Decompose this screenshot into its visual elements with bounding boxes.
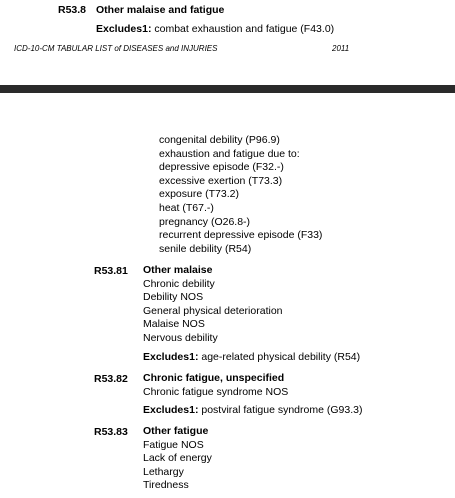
- excludes-text: age-related physical debility (R54): [201, 351, 361, 363]
- continued-list: [159, 134, 322, 256]
- list-item: depressive episode (F32.-): [159, 161, 284, 174]
- list-item: exhaustion and fatigue due to:: [159, 147, 300, 160]
- list-item: recurrent depressive episode (F33): [159, 229, 323, 242]
- top-excludes-label: Excludes1:: [96, 23, 152, 35]
- list-item: senile debility (R54): [159, 242, 252, 255]
- excludes-text: postviral fatigue syndrome (G93.3): [201, 404, 363, 416]
- excludes-label: Excludes1:: [143, 351, 199, 363]
- page-divider: [0, 85, 455, 93]
- top-excludes: [96, 23, 334, 36]
- excludes-r53-81: [143, 351, 360, 364]
- entry-r53-83: [143, 425, 212, 493]
- list-item: Lack of energy: [143, 452, 212, 465]
- entry-code-r53-81: R53.81: [94, 265, 128, 277]
- list-item: pregnancy (O26.8-): [159, 215, 251, 228]
- list-item: Lethargy: [143, 465, 184, 478]
- top-entry-title: Other malaise and fatigue: [96, 4, 225, 16]
- footer-title: ICD-10-CM TABULAR LIST of DISEASES and INJURIES: [14, 44, 218, 53]
- entry-title: Chronic fatigue, unspecified: [143, 372, 285, 384]
- list-item: Tiredness: [143, 479, 189, 492]
- list-item: General physical deterioration: [143, 304, 283, 317]
- excludes-r53-82: [143, 404, 362, 417]
- entry-r53-82: [143, 372, 288, 399]
- excludes-label: Excludes1:: [143, 404, 199, 416]
- entry-title: Other fatigue: [143, 425, 209, 437]
- list-item: Fatigue NOS: [143, 438, 204, 451]
- list-item: heat (T67.-): [159, 201, 214, 214]
- list-item: Malaise NOS: [143, 318, 205, 331]
- list-item: Nervous debility: [143, 331, 218, 344]
- footer-year: 2011: [332, 44, 350, 53]
- entry-code-r53-83: R53.83: [94, 426, 128, 438]
- list-item: exposure (T73.2): [159, 188, 239, 201]
- list-item: Chronic debility: [143, 277, 215, 290]
- top-excludes-text: combat exhaustion and fatigue (F43.0): [154, 23, 335, 35]
- entry-title: Other malaise: [143, 264, 213, 276]
- entry-code-r53-82: R53.82: [94, 373, 128, 385]
- list-item: Chronic fatigue syndrome NOS: [143, 385, 289, 398]
- list-item: congenital debility (P96.9): [159, 134, 280, 146]
- list-item: excessive exertion (T73.3): [159, 174, 283, 187]
- entry-r53-81: [143, 264, 283, 346]
- list-item: Debility NOS: [143, 291, 204, 304]
- top-entry-code: R53.8: [58, 4, 87, 16]
